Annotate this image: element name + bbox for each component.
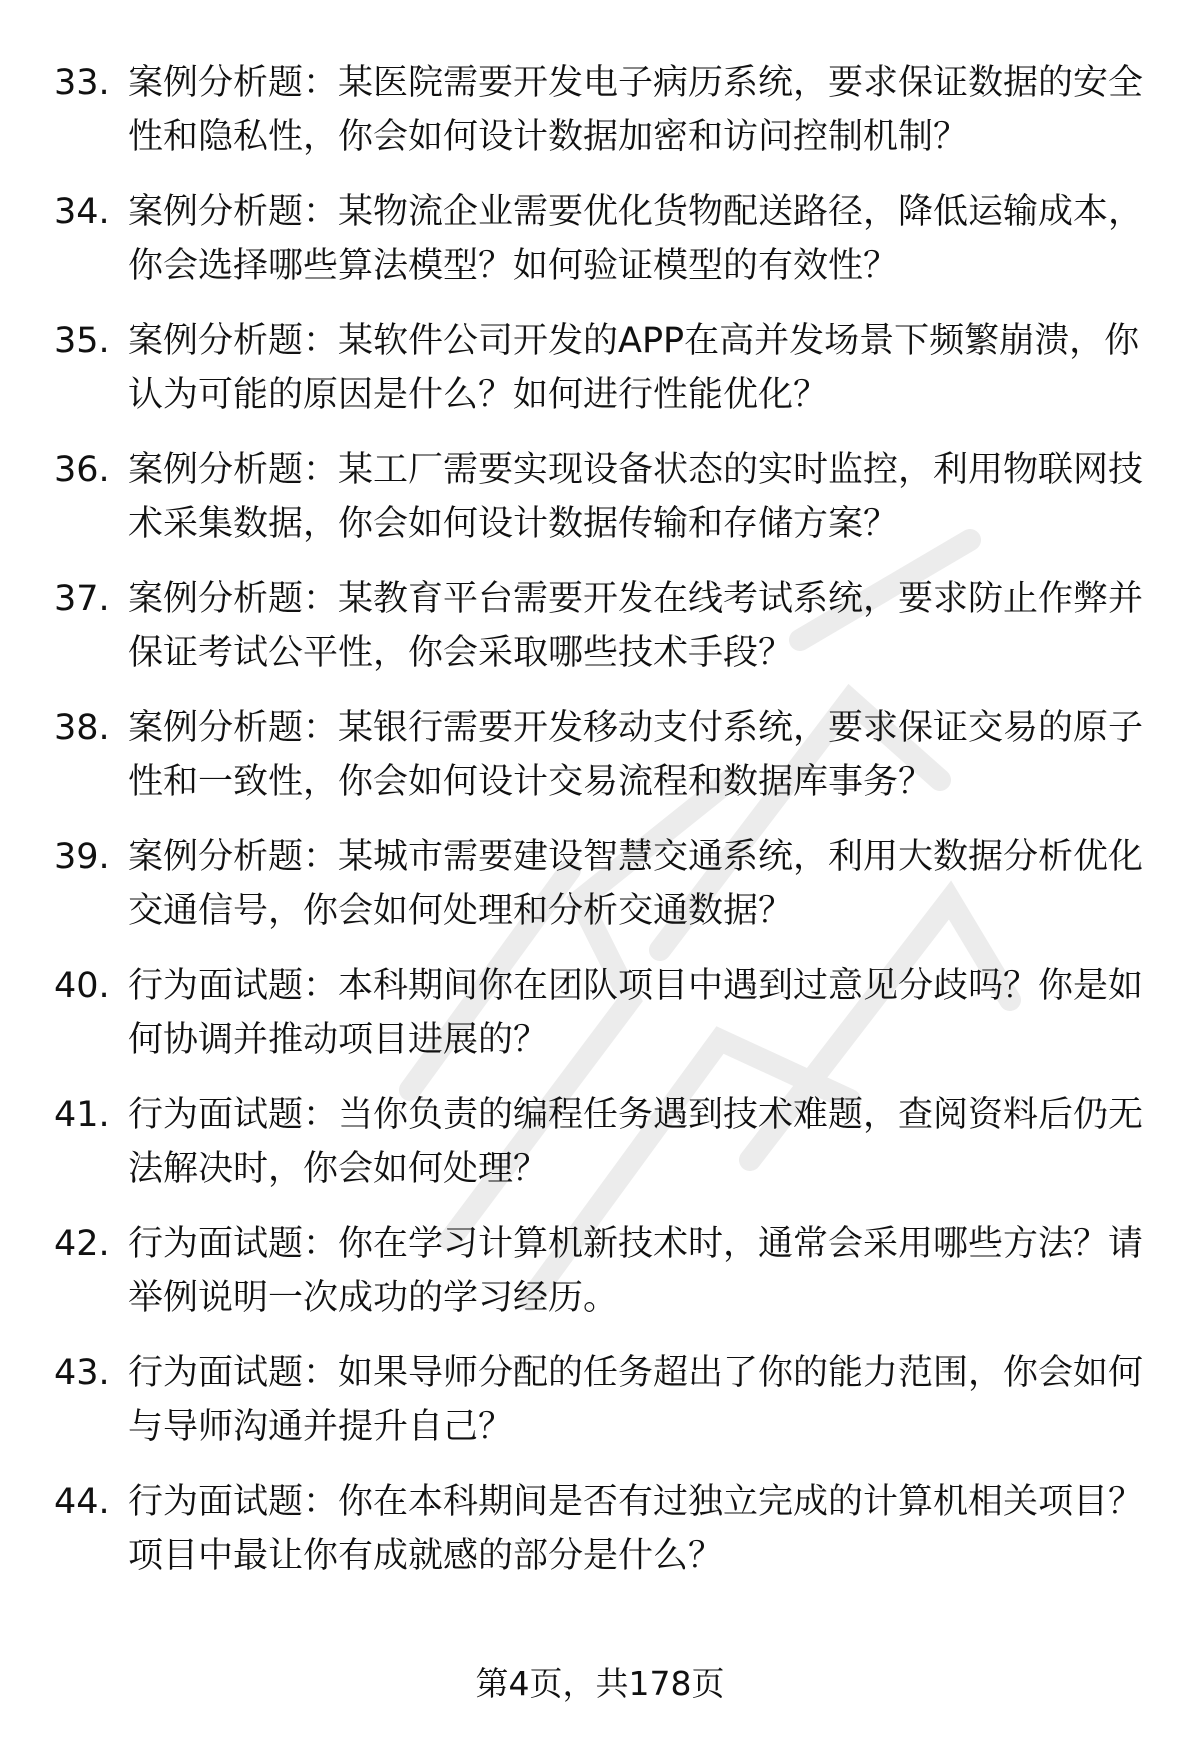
question-number: 43. [54,1353,110,1393]
question-number: 40. [54,966,110,1006]
question-item [54,701,1154,830]
question-text: 案例分析题：某教育平台需要开发在线考试系统，要求防止作弊并保证考试公平性，你会采取哪些技术手段？ [128,579,1144,673]
question-number: 34. [54,192,110,232]
question-text: 案例分析题：某物流企业需要优化货物配送路径，降低运输成本，你会选择哪些算法模型？如何验证模型的有效性？ [128,192,1144,286]
question-text: 案例分析题：某医院需要开发电子病历系统，要求保证数据的安全性和隐私性，你会如何设计数据加密和访问控制机制？ [128,63,1144,157]
question-item [54,443,1154,572]
question-number: 41. [54,1095,110,1135]
question-list [54,56,1154,1604]
question-text: 行为面试题：当你负责的编程任务遇到技术难题，查阅资料后仍无法解决时，你会如何处理？ [128,1095,1144,1189]
question-number: 42. [54,1224,110,1264]
question-item [54,1217,1154,1346]
question-item [54,56,1154,185]
question-item [54,1346,1154,1475]
question-number: 35. [54,321,110,361]
question-item [54,1475,1154,1604]
question-text: 行为面试题：你在本科期间是否有过独立完成的计算机相关项目？项目中最让你有成就感的部分是什么？ [128,1482,1144,1576]
question-number: 37. [54,579,110,619]
question-item [54,830,1154,959]
question-text: 案例分析题：某工厂需要实现设备状态的实时监控，利用物联网技术采集数据，你会如何设计数据传输和存储方案？ [128,450,1144,544]
question-text: 案例分析题：某软件公司开发的APP在高并发场景下频繁崩溃，你认为可能的原因是什么？如何进行性能优化？ [128,321,1140,415]
question-number: 39. [54,837,110,877]
question-item [54,572,1154,701]
question-text: 案例分析题：某城市需要建设智慧交通系统，利用大数据分析优化交通信号，你会如何处理和分析交通数据？ [128,837,1144,931]
question-text: 行为面试题：如果导师分配的任务超出了你的能力范围，你会如何与导师沟通并提升自己？ [128,1353,1144,1447]
question-text: 行为面试题：本科期间你在团队项目中遇到过意见分歧吗？你是如何协调并推动项目进展的？ [128,966,1144,1060]
question-number: 33. [54,63,110,103]
question-number: 38. [54,708,110,748]
question-item [54,314,1154,443]
question-item [54,185,1154,314]
page-number-footer: 第4页，共178页 [475,1664,725,1703]
question-text: 案例分析题：某银行需要开发移动支付系统，要求保证交易的原子性和一致性，你会如何设计交易流程和数据库事务？ [128,708,1144,802]
question-item [54,1088,1154,1217]
question-item [54,959,1154,1088]
question-text: 行为面试题：你在学习计算机新技术时，通常会采用哪些方法？请举例说明一次成功的学习经历。 [128,1224,1144,1318]
question-number: 36. [54,450,110,490]
question-number: 44. [54,1482,110,1522]
